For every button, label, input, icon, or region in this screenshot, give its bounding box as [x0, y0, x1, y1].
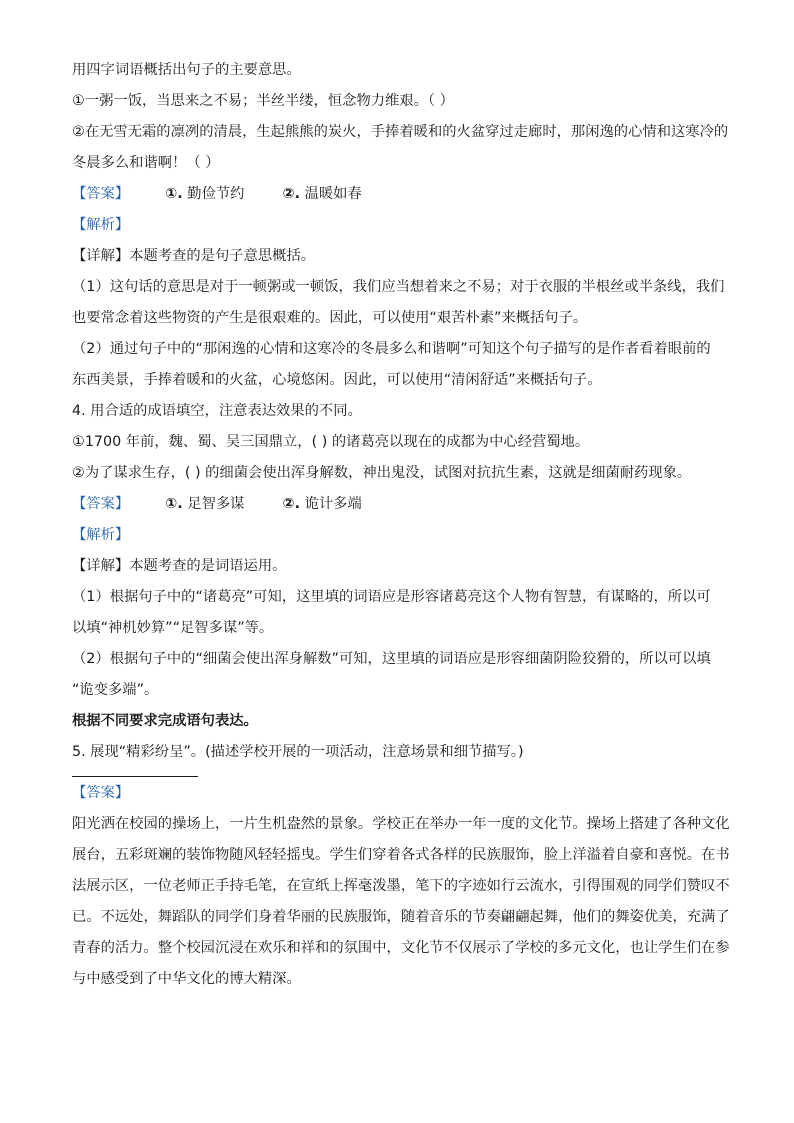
q5-answer-tag: 【答案】 [72, 785, 130, 801]
q4-answer [72, 494, 724, 514]
answer-tag: 【答案】 [72, 496, 130, 512]
q3-instruction: 用四字词语概括出句子的主要意思。 [72, 62, 301, 78]
detail-tag: 【详解】 [72, 248, 130, 264]
document-page [72, 60, 730, 1000]
answer-blank-line [72, 776, 198, 777]
answer-1-text: 勤俭节约 [187, 186, 245, 202]
answer-tag: 【答案】 [72, 186, 130, 202]
q4-analysis-tag: 【解析】 [72, 527, 130, 543]
section-heading: 根据不同要求完成语句表达。 [72, 713, 258, 729]
answer-2-text: 温暖如春 [304, 186, 362, 202]
q3-detail-intro [72, 246, 724, 266]
q5-instruction: 5. 展现“精彩纷呈”。(描述学校开展的一项活动，注意场景和细节描写。) [72, 744, 524, 760]
q3-answer [72, 184, 724, 204]
q4-detail-p1-line-2: 以填“神机妙算”“足智多谋”等。 [72, 620, 274, 636]
answer-2-number: ②. [282, 186, 301, 202]
q3-item-2-line-2: 冬晨多么和谐啊！（ ） [72, 155, 220, 171]
q3-item-2-line-1: ②在无雪无霜的凛冽的清晨，生起熊熊的炭火，手捧着暖和的火盆穿过走廊时，那闲逸的心情和这寒冷的 [72, 124, 729, 140]
q5-answer-line-4: 已。不远处，舞蹈队的同学们身着华丽的民族服饰，随着音乐的节奏翩翩起舞，他们的舞姿优美，充满了 [72, 909, 730, 925]
answer-1-number: ①. [165, 186, 183, 202]
q5-answer-line-3: 法展示区，一位老师正手持毛笔，在宣纸上挥毫泼墨，笔下的字迹如行云流水，引得围观的同学们赞叹不 [72, 878, 730, 894]
detail-tag: 【详解】 [72, 558, 130, 574]
detail-intro-text: 本题考查的是词语运用。 [129, 558, 287, 574]
q3-detail-p2-line-2: 东西美景，手捧着暖和的火盆，心境悠闲。因此，可以使用“清闲舒适”来概括句子。 [72, 372, 602, 388]
q5-answer-line-5: 青春的活力。整个校园沉浸在欢乐和祥和的氛围中，文化节不仅展示了学校的多元文化，也让学生们在参 [72, 940, 730, 956]
q5-answer-line-6: 与中感受到了中华文化的博大精深。 [72, 971, 301, 987]
answer-2-number: ②. [282, 496, 301, 512]
q4-detail-p2-line-2: “诡变多端”。 [72, 682, 159, 698]
q4-item-1: ①1700 年前，魏、蜀、吴三国鼎立，( ) 的诸葛亮以现在的成都为中心经营蜀地。 [72, 434, 590, 450]
q4-detail-intro [72, 556, 724, 576]
q3-detail-p2-line-1: （2）通过句子中的“那闲逸的心情和这寒冷的冬晨多么和谐啊”可知这个句子描写的是作者看着眼前的 [72, 341, 711, 357]
q5-answer-line-2: 展台，五彩斑斓的装饰物随风轻轻摇曳。学生们穿着各式各样的民族服饰，脸上洋溢着自豪和喜悦。在书 [72, 847, 730, 863]
answer-2-text: 诡计多端 [304, 496, 362, 512]
q3-detail-p1-line-2: 也要常念着这些物资的产生是很艰难的。因此，可以使用“艰苦朴素”来概括句子。 [72, 310, 588, 326]
q3-detail-p1-line-1: （1）这句话的意思是对于一顿粥或一顿饭，我们应当想着来之不易；对于衣服的半根丝或半条线，我们 [72, 279, 725, 295]
q4-item-2: ②为了谋求生存，( ) 的细菌会使出浑身解数，神出鬼没，试图对抗抗生素，这就是细菌耐药现象。 [72, 465, 692, 481]
q4-instruction: 4. 用合适的成语填空，注意表达效果的不同。 [72, 403, 362, 419]
q5-answer-line-1: 阳光洒在校园的操场上，一片生机盎然的景象。学校正在举办一年一度的文化节。操场上搭建了各种文化 [72, 816, 730, 832]
answer-1-number: ①. [165, 496, 183, 512]
detail-intro-text: 本题考查的是句子意思概括。 [129, 248, 316, 264]
q3-item-1: ①一粥一饭，当思来之不易；半丝半缕，恒念物力维艰。（ ） [72, 93, 454, 109]
answer-1-text: 足智多谋 [187, 496, 245, 512]
q4-detail-p1-line-1: （1）根据句子中的“诸葛亮”可知，这里填的词语应是形容诸葛亮这个人物有智慧，有谋略的，所以可 [72, 589, 711, 605]
q3-analysis-tag: 【解析】 [72, 217, 130, 233]
q4-detail-p2-line-1: （2）根据句子中的“细菌会使出浑身解数”可知，这里填的词语应是形容细菌阴险狡猾的，所以可以填 [72, 651, 711, 667]
